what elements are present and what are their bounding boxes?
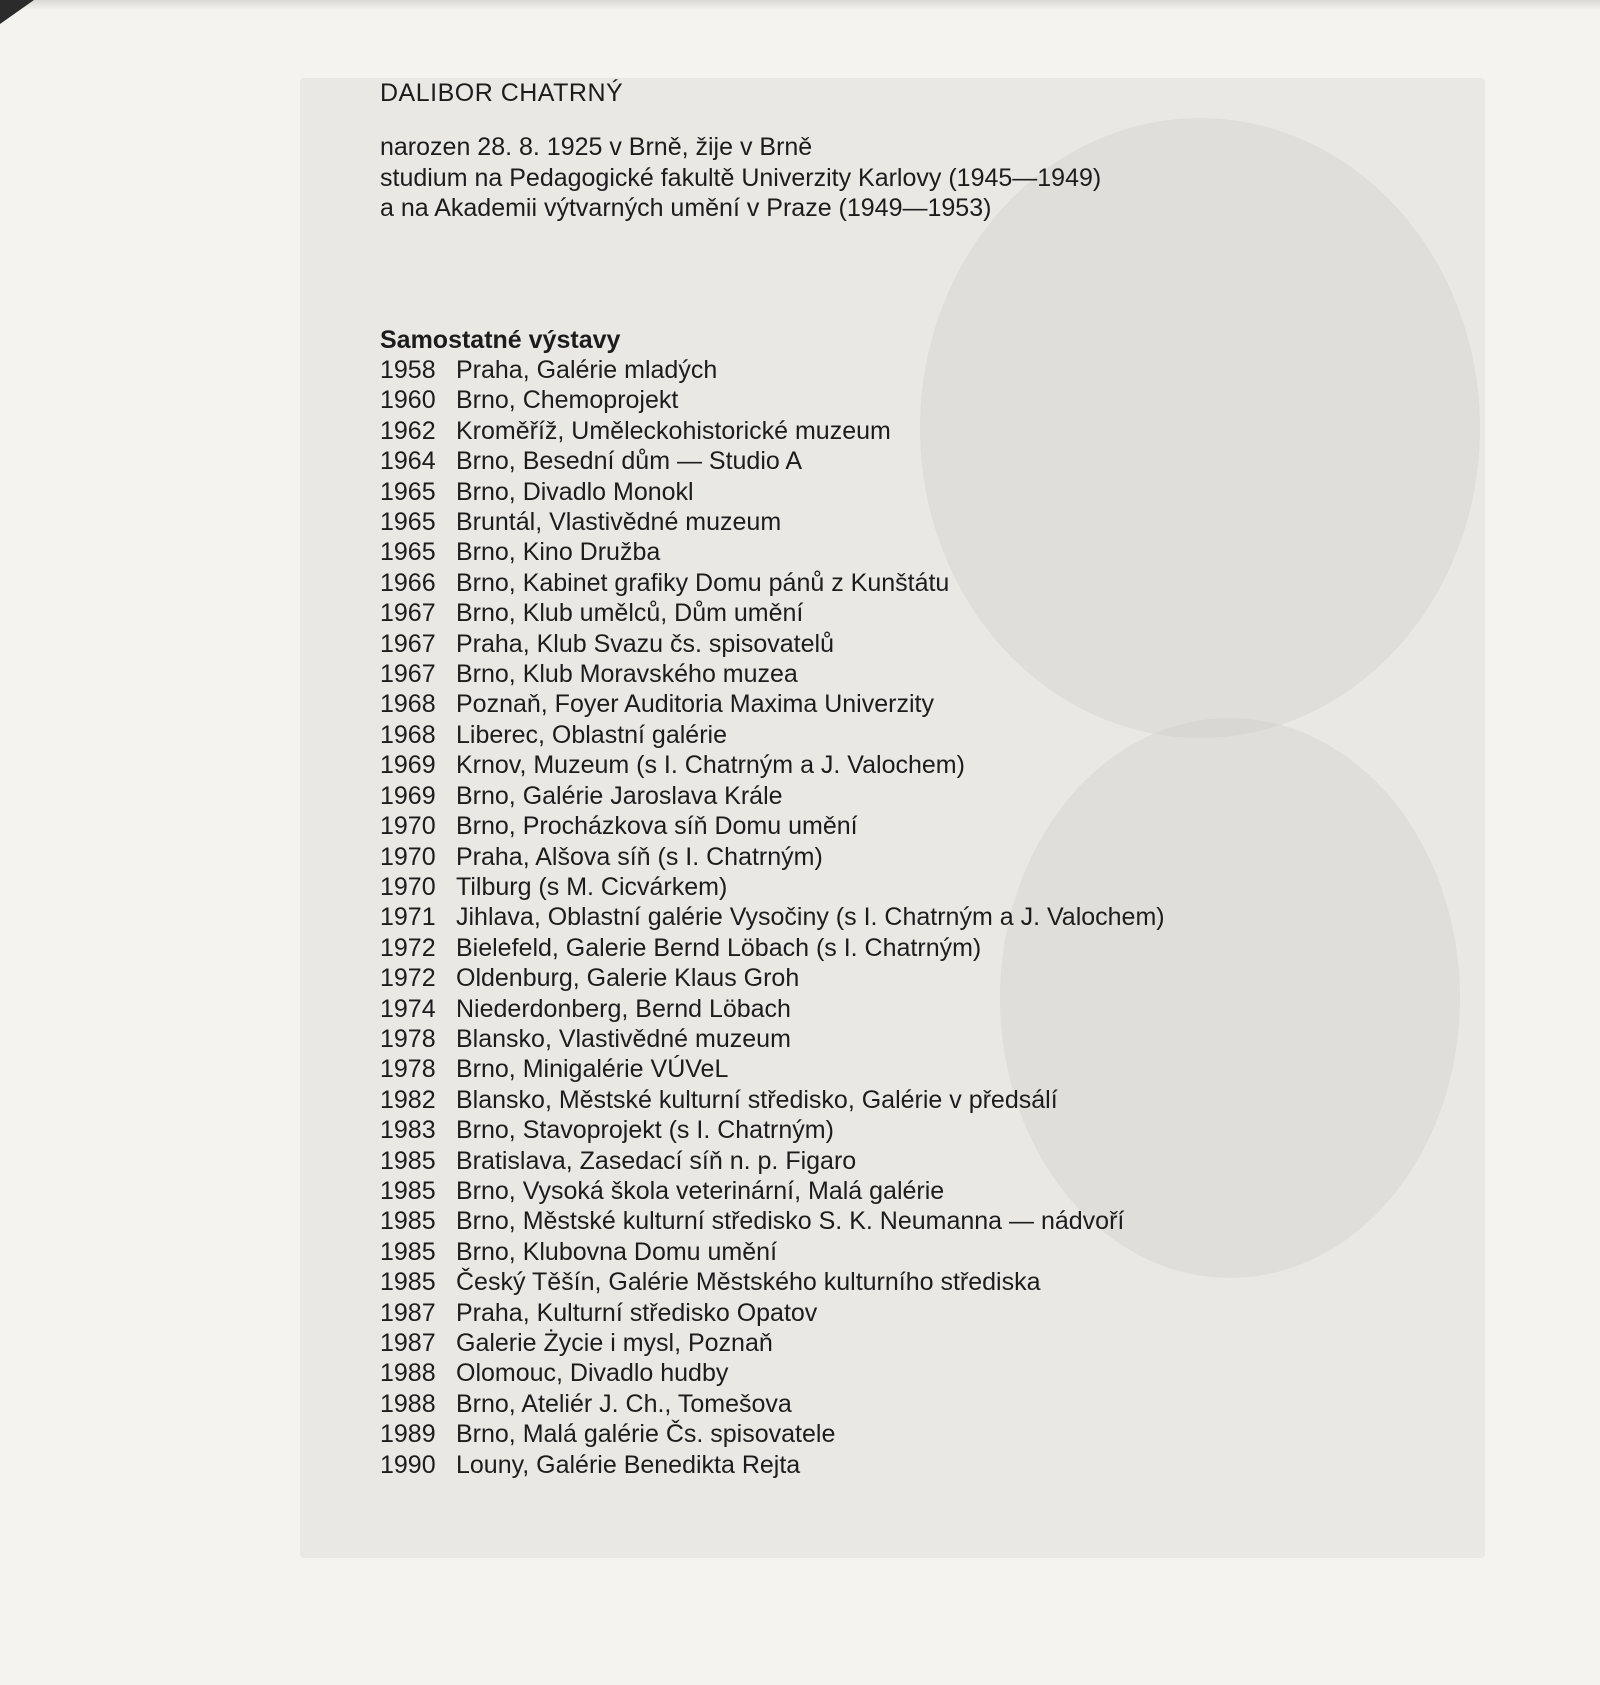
exhibition-venue: Blansko, Vlastivědné muzeum: [456, 1024, 791, 1053]
exhibition-venue: Jihlava, Oblastní galérie Vysočiny (s I. Chatrným a J. Valochem): [456, 903, 1165, 932]
exhibition-entry: [380, 1298, 1560, 1328]
exhibition-year: 1982: [380, 1085, 436, 1114]
exhibition-venue: Brno, Minigalérie VÚVeL: [456, 1055, 729, 1084]
exhibition-year: 1970: [380, 812, 436, 841]
exhibition-entry: [380, 811, 1560, 841]
exhibition-entry: [380, 1115, 1560, 1145]
exhibition-year: 1987: [380, 1329, 436, 1357]
exhibition-year: 1965: [380, 508, 436, 537]
exhibition-venue: Brno, Procházkova síň Domu umění: [456, 812, 858, 841]
exhibition-year: 1970: [380, 872, 436, 901]
exhibition-year: 1965: [380, 477, 436, 506]
exhibition-entry: [380, 385, 1560, 415]
exhibition-venue: Brno, Besední dům — Studio A: [456, 447, 803, 476]
exhibition-entry: [380, 1328, 1560, 1358]
exhibition-venue: Bielefeld, Galerie Bernd Löbach (s I. Chatrným): [456, 933, 982, 962]
exhibition-entry: [380, 750, 1560, 780]
exhibition-entry: [380, 416, 1560, 446]
exhibition-year: 1985: [380, 1268, 436, 1297]
biography: [380, 132, 1560, 224]
exhibition-entry: [380, 507, 1560, 537]
exhibition-year: 1990: [380, 1450, 436, 1479]
exhibition-entry: [380, 355, 1560, 385]
exhibition-venue: Brno, Malá galérie Čs. spisovatele: [456, 1420, 836, 1449]
exhibition-venue: Brno, Divadlo Monokl: [456, 477, 694, 506]
exhibition-year: 1985: [380, 1176, 436, 1205]
exhibition-year: 1962: [380, 416, 436, 445]
artist-name: DALIBOR CHATRNÝ: [380, 79, 624, 107]
exhibition-year: 1988: [380, 1389, 436, 1418]
exhibition-entry: [380, 1389, 1560, 1419]
exhibition-entry: [380, 1237, 1560, 1267]
exhibition-venue: Louny, Galérie Benedikta Rejta: [456, 1450, 801, 1479]
exhibition-venue: Brno, Ateliér J. Ch., Tomešova: [456, 1389, 792, 1418]
page-top-edge: [0, 0, 1600, 10]
exhibition-venue: Brno, Chemoprojekt: [456, 386, 679, 415]
exhibition-entry: [380, 446, 1560, 476]
exhibition-entry: [380, 1450, 1560, 1480]
exhibition-year: 1967: [380, 629, 436, 658]
bio-line: a na Akademii výtvarných umění v Praze (1949—1953): [380, 194, 992, 222]
exhibition-venue: Praha, Kulturní středisko Opatov: [456, 1298, 818, 1327]
exhibition-venue: Praha, Klub Svazu čs. spisovatelů: [456, 629, 834, 658]
exhibition-entry: [380, 568, 1560, 598]
exhibition-venue: Krnov, Muzeum (s I. Chatrným a J. Valochem): [456, 751, 965, 780]
exhibition-year: 1978: [380, 1055, 436, 1084]
exhibition-year: 1958: [380, 356, 436, 384]
exhibition-year: 1970: [380, 842, 436, 871]
exhibition-entry: [380, 933, 1560, 963]
exhibition-year: 1971: [380, 903, 436, 932]
exhibition-entry: [380, 1054, 1560, 1084]
exhibition-venue: Oldenburg, Galerie Klaus Groh: [456, 964, 800, 993]
exhibition-entry: [380, 781, 1560, 811]
exhibition-entry: [380, 842, 1560, 872]
exhibition-year: 1978: [380, 1024, 436, 1053]
exhibition-year: 1969: [380, 751, 436, 780]
exhibition-venue: Brno, Stavoprojekt (s I. Chatrným): [456, 1116, 834, 1145]
exhibition-year: 1987: [380, 1298, 436, 1327]
exhibition-venue: Kroměříž, Uměleckohistorické muzeum: [456, 416, 891, 445]
exhibition-year: 1968: [380, 720, 436, 749]
exhibition-entry: [380, 902, 1560, 932]
exhibition-year: 1972: [380, 933, 436, 962]
exhibition-entry: [380, 1419, 1560, 1449]
bio-line: studium na Pedagogické fakultě Univerzity Karlovy (1945—1949): [380, 163, 1102, 192]
exhibition-entry: [380, 1206, 1560, 1236]
exhibition-entry: [380, 477, 1560, 507]
exhibition-year: 1989: [380, 1420, 436, 1449]
exhibition-year: 1966: [380, 568, 436, 597]
exhibition-entry: [380, 872, 1560, 902]
exhibition-venue: Olomouc, Divadlo hudby: [456, 1359, 729, 1388]
exhibition-entry: [380, 963, 1560, 993]
exhibition-venue: Liberec, Oblastní galérie: [456, 720, 727, 749]
exhibition-venue: Blansko, Městské kulturní středisko, Galérie v předsálí: [456, 1085, 1058, 1114]
exhibition-entry: [380, 1085, 1560, 1115]
exhibition-venue: Praha, Galérie mladých: [456, 356, 718, 384]
exhibition-venue: Poznaň, Foyer Auditoria Maxima Univerzity: [456, 690, 934, 719]
exhibition-entry: [380, 1267, 1560, 1297]
exhibition-year: 1985: [380, 1146, 436, 1175]
bio-line: narozen 28. 8. 1925 v Brně, žije v Brně: [380, 133, 813, 161]
exhibition-venue: Praha, Alšova síň (s I. Chatrným): [456, 842, 823, 871]
exhibition-year: 1960: [380, 386, 436, 415]
exhibition-year: 1988: [380, 1359, 436, 1388]
exhibition-entry: [380, 720, 1560, 750]
exhibition-list: [380, 355, 1560, 1480]
exhibition-venue: Brno, Klub Moravského muzea: [456, 660, 798, 689]
exhibition-year: 1985: [380, 1237, 436, 1266]
exhibition-entry: [380, 598, 1560, 628]
exhibition-year: 1967: [380, 660, 436, 689]
exhibition-year: 1972: [380, 964, 436, 993]
exhibition-entry: [380, 689, 1560, 719]
exhibition-entry: [380, 659, 1560, 689]
exhibition-venue: Brno, Klub umělců, Dům umění: [456, 599, 804, 628]
exhibition-venue: Galerie Życie i mysl, Poznaň: [456, 1329, 773, 1357]
exhibition-entry: [380, 994, 1560, 1024]
exhibition-year: 1967: [380, 599, 436, 628]
exhibition-year: 1968: [380, 690, 436, 719]
exhibition-venue: Brno, Kabinet grafiky Domu pánů z Kunštátu: [456, 568, 950, 597]
exhibition-year: 1965: [380, 538, 436, 567]
exhibition-venue: Brno, Galérie Jaroslava Krále: [456, 781, 783, 810]
exhibition-entry: [380, 1024, 1560, 1054]
exhibition-venue: Brno, Klubovna Domu umění: [456, 1237, 778, 1266]
exhibition-venue: Český Těšín, Galérie Městského kulturního střediska: [456, 1268, 1041, 1297]
exhibition-entry: [380, 1176, 1560, 1206]
exhibition-year: 1983: [380, 1116, 436, 1145]
exhibition-entry: [380, 629, 1560, 659]
exhibition-venue: Brno, Vysoká škola veterinární, Malá galérie: [456, 1176, 945, 1205]
exhibition-year: 1974: [380, 994, 436, 1023]
page-corner-shadow: [0, 0, 34, 24]
exhibition-entry: [380, 1358, 1560, 1388]
exhibition-year: 1964: [380, 447, 436, 476]
exhibition-venue: Bruntál, Vlastivědné muzeum: [456, 508, 782, 537]
exhibition-venue: Bratislava, Zasedací síň n. p. Figaro: [456, 1146, 857, 1175]
exhibition-venue: Brno, Městské kulturní středisko S. K. Neumanna — nádvoří: [456, 1207, 1125, 1236]
exhibition-year: 1969: [380, 781, 436, 810]
exhibition-venue: Tilburg (s M. Cicvárkem): [456, 872, 728, 901]
biography-content: [380, 78, 1560, 1480]
exhibition-year: 1985: [380, 1207, 436, 1236]
exhibition-venue: Niederdonberg, Bernd Löbach: [456, 994, 791, 1023]
exhibition-entry: [380, 1146, 1560, 1176]
exhibition-entry: [380, 537, 1560, 567]
section-title-solo-exhibitions: Samostatné výstavy: [380, 325, 621, 354]
exhibition-venue: Brno, Kino Družba: [456, 538, 661, 567]
